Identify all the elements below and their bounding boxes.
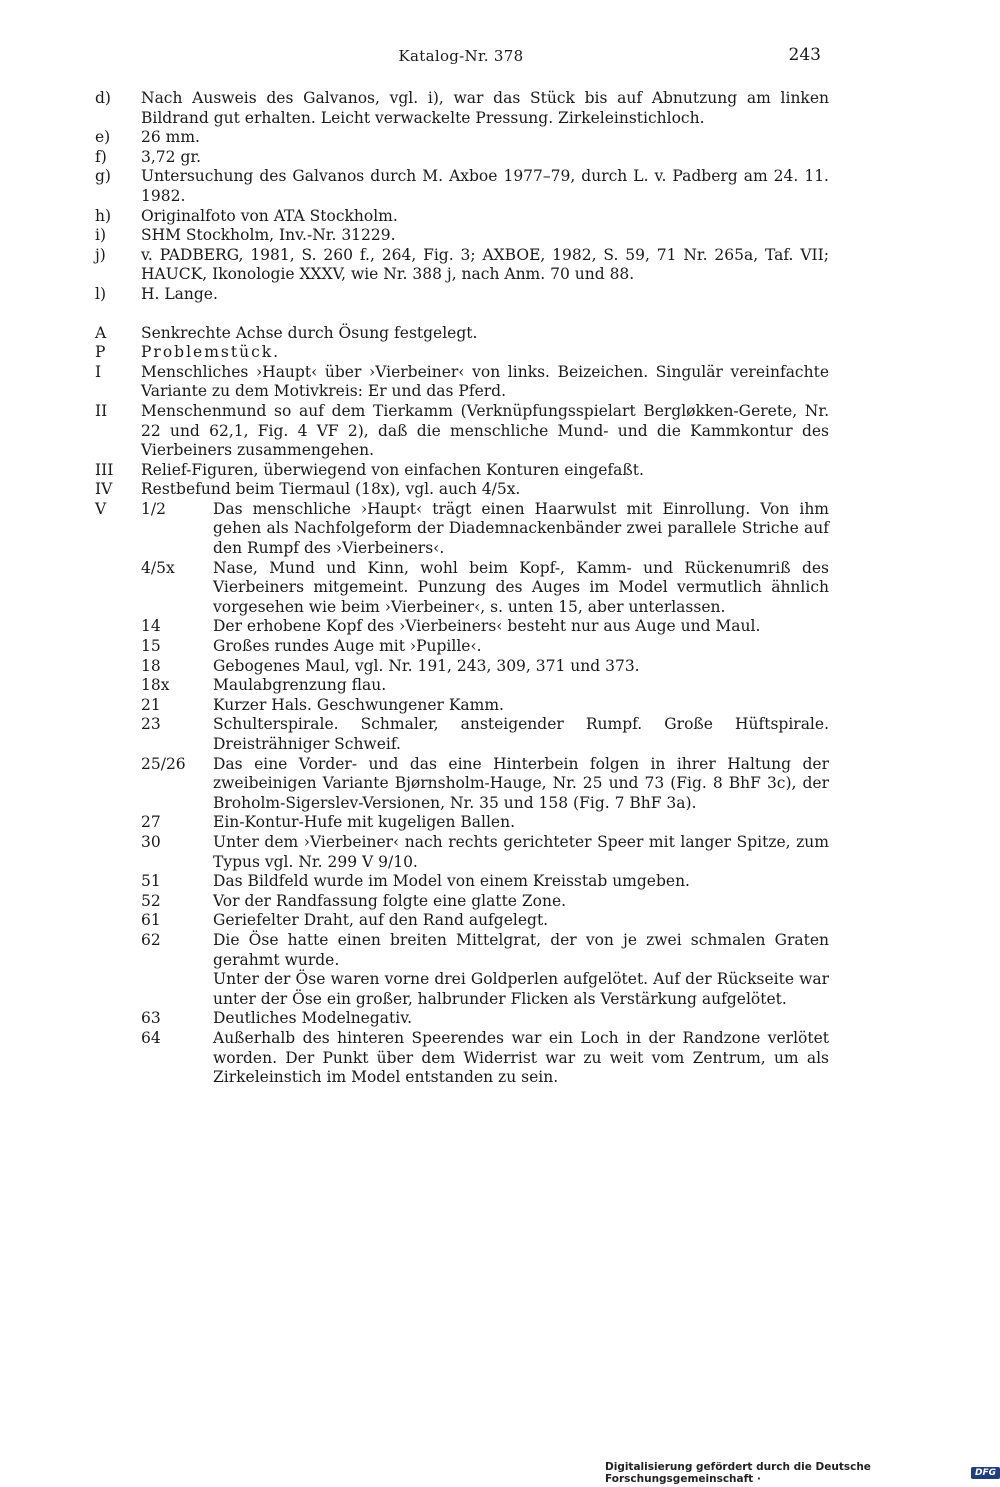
roman-entry (95, 324, 829, 344)
item-text (213, 715, 829, 754)
entry-text: Senkrechte Achse durch Ösung festgelegt. (141, 323, 478, 342)
entry-text: Restbefund beim Tiermaul (18x), vgl. auch 4/5x. (141, 480, 521, 499)
section-v-item (95, 696, 829, 716)
item-code: 64 (141, 1028, 161, 1047)
item-paragraph: Kurzer Hals. Geschwungener Kamm. (213, 695, 504, 714)
item-paragraph: Großes rundes Auge mit ›Pupille‹. (213, 637, 482, 656)
roman-entries (95, 324, 829, 500)
item-code: 25/26 (141, 754, 186, 773)
item-code: 61 (141, 911, 161, 930)
roman-entry (95, 402, 829, 461)
entry-label: I (95, 362, 102, 381)
page-header (95, 47, 827, 73)
letter-entry (95, 246, 829, 285)
entry-label: f) (95, 147, 107, 166)
entry-label: g) (95, 167, 111, 186)
item-text (213, 755, 829, 814)
entry-text: Problemstück. (141, 343, 281, 362)
item-text (213, 637, 829, 657)
item-text (213, 696, 829, 716)
entry-text: 26 mm. (141, 128, 200, 147)
item-paragraph: Gebogenes Maul, vgl. Nr. 191, 243, 309, 371 und 373. (213, 656, 640, 675)
section-v-item (95, 617, 829, 637)
item-text (213, 872, 829, 892)
item-paragraph: Deutliches Modelnegativ. (213, 1009, 413, 1028)
item-text (213, 559, 829, 618)
entry-text: Originalfoto von ATA Stockholm. (141, 206, 398, 225)
entry-label: IV (95, 480, 113, 499)
section-v-item (95, 500, 829, 559)
entry-label: e) (95, 128, 111, 147)
item-code: 27 (141, 813, 161, 832)
entry-label: A (95, 323, 107, 342)
item-paragraph: Das Bildfeld wurde im Model von einem Kreisstab umgeben. (213, 872, 690, 891)
letter-entry (95, 148, 829, 168)
entry-text: Relief-Figuren, überwiegend von einfachen Konturen eingefaßt. (141, 460, 644, 479)
roman-entry (95, 461, 829, 481)
entry-text: Menschliches ›Haupt‹ über ›Vierbeiner‹ von links. Beizeichen. Singulär vereinfachte Variante zu dem Motivkreis: Er und das Pferd. (141, 362, 829, 401)
entry-text: Nach Ausweis des Galvanos, vgl. i), war das Stück bis auf Abnutzung am linken Bildrand gut erhalten. Leicht verwackelte Pressung. Zirkeleinstichloch. (141, 89, 829, 127)
item-code: 4/5x (141, 558, 175, 577)
section-v-item (95, 813, 829, 833)
section-label: V (95, 499, 107, 518)
entry-text: Menschenmund so auf dem Tierkamm (Verknüpfungsspielart Bergløkken-Gerete, Nr. 22 und 62,1, Fig. 4 VF 2), daß die menschliche Mund- und die Kammkontur des Vierbeiners zusammengehen. (141, 401, 829, 460)
entry-label: i) (95, 226, 107, 245)
entry-label: h) (95, 206, 112, 225)
letter-entry (95, 128, 829, 148)
entry-label: P (95, 343, 106, 362)
entry-label: j) (95, 245, 106, 264)
item-paragraph: Außerhalb des hinteren Speerendes war ein Loch in der Randzone verlötet worden. Der Punkt über dem Widerrist war zu weit vom Zentrum, um als Zirkeleinstich im Model entstanden zu sein. (213, 1028, 829, 1087)
section-v-item (95, 676, 829, 696)
digitization-footer (605, 1461, 1000, 1485)
item-text (213, 833, 829, 872)
item-text (213, 931, 829, 1009)
roman-entry (95, 480, 829, 500)
entry-text: 3,72 gr. (141, 147, 201, 166)
section-v-item (95, 559, 829, 618)
item-code: 23 (141, 715, 161, 734)
letter-entry (95, 226, 829, 246)
section-v-item (95, 833, 829, 872)
item-text (213, 911, 829, 931)
item-text (213, 1009, 829, 1029)
catalog-text (95, 89, 829, 1088)
section-v-item (95, 872, 829, 892)
item-code: 62 (141, 930, 161, 949)
item-paragraph: Schulterspirale. Schmaler, ansteigender Rumpf. Große Hüftspirale. Dreisträhniger Schweif. (213, 715, 829, 753)
entry-text: v. PADBERG, 1981, S. 260 f., 264, Fig. 3; AXBOE, 1982, S. 59, 71 Nr. 265a, Taf. VII; HAUCK, Ikonologie XXXV, wie Nr. 388 j, nach Anm. 70 und 88. (141, 245, 829, 284)
item-text (213, 657, 829, 677)
section-v-item (95, 892, 829, 912)
item-code: 52 (141, 891, 161, 910)
item-text (213, 813, 829, 833)
item-code: 63 (141, 1009, 161, 1028)
letter-entry (95, 89, 829, 128)
item-paragraph: Unter dem ›Vierbeiner‹ nach rechts gerichteter Speer mit langer Spitze, zum Typus vgl. Nr. 299 V 9/10. (213, 832, 829, 871)
item-text (213, 617, 829, 637)
section-v-item (95, 1009, 829, 1029)
section-v-item (95, 931, 829, 1009)
item-code: 1/2 (141, 499, 166, 518)
item-paragraph: Vor der Randfassung folgte eine glatte Zone. (213, 891, 567, 910)
section-v-item (95, 911, 829, 931)
item-text (213, 1029, 829, 1088)
letter-entry (95, 207, 829, 227)
item-paragraph-extra: Unter der Öse waren vorne drei Goldperlen aufgelötet. Auf der Rückseite war unter der Öse ein großer, halbrunder Flicken als Verstärkung aufgelötet. (213, 970, 829, 1008)
item-code: 30 (141, 832, 161, 851)
section-v (95, 500, 829, 1088)
item-paragraph: Maulabgrenzung flau. (213, 676, 387, 695)
letter-entries (95, 89, 829, 305)
item-code: 18x (141, 676, 170, 695)
letter-entry (95, 167, 829, 206)
entry-text: H. Lange. (141, 284, 218, 303)
section-v-item (95, 637, 829, 657)
roman-entry (95, 363, 829, 402)
section-v-item (95, 755, 829, 814)
item-paragraph: Der erhobene Kopf des ›Vierbeiners‹ besteht nur aus Auge und Maul. (213, 617, 761, 636)
page-number: 243 (788, 45, 821, 65)
item-paragraph: Geriefelter Draht, auf den Rand aufgelegt. (213, 911, 549, 930)
section-v-item (95, 1029, 829, 1088)
letter-entry (95, 285, 829, 305)
entry-text: Untersuchung des Galvanos durch M. Axboe 1977–79, durch L. v. Padberg am 24. 11. 1982. (141, 167, 829, 205)
entry-label: d) (95, 89, 111, 107)
item-text (213, 892, 829, 912)
item-text (213, 500, 829, 559)
roman-entry (95, 343, 829, 363)
entry-label: III (95, 460, 114, 479)
running-title: Katalog-Nr. 378 (398, 47, 524, 65)
item-code: 18 (141, 656, 161, 675)
item-paragraph: Nase, Mund und Kinn, wohl beim Kopf-, Kamm- und Rückenumriß des Vierbeiners mitgemeint. Punzung des Auges im Model vermutlich ähnlich vorgesehen wie beim ›Vierbeiner‹, s. unten 15, aber unterlassen. (213, 558, 829, 616)
item-text (213, 676, 829, 696)
item-paragraph: Das eine Vorder- und das eine Hinterbein folgen in ihrer Haltung der zweibeinigen Variante Bjørnsholm-Hauge, Nr. 25 und 73 (Fig. 8 BhF 3c), der Broholm-Sigerslev-Versionen, Nr. 35 und 158 (Fig. 7 BhF 3a). (213, 754, 829, 812)
item-paragraph: Das menschliche ›Haupt‹ trägt einen Haarwulst mit Einrollung. Von ihm gehen als Nachfolgeform der Diademnackenbänder zwei parallele Striche auf den Rumpf des ›Vierbeiners‹. (213, 499, 829, 558)
item-code: 14 (141, 617, 161, 636)
entry-text: SHM Stockholm, Inv.-Nr. 31229. (141, 226, 396, 245)
entry-label: II (95, 401, 108, 420)
dfg-logo: DFG (971, 1467, 1000, 1479)
section-v-item (95, 715, 829, 754)
item-code: 15 (141, 637, 161, 656)
entry-label: l) (95, 284, 107, 303)
item-paragraph: Ein-Kontur-Hufe mit kugeligen Ballen. (213, 813, 515, 832)
footer-credit: Digitalisierung gefördert durch die Deutsche Forschungsgemeinschaft · (605, 1461, 871, 1485)
item-code: 21 (141, 695, 161, 714)
section-v-item (95, 657, 829, 677)
item-paragraph: Die Öse hatte einen breiten Mittelgrat, der von je zwei schmalen Graten gerahmt wurde. (213, 930, 829, 969)
item-code: 51 (141, 872, 161, 891)
